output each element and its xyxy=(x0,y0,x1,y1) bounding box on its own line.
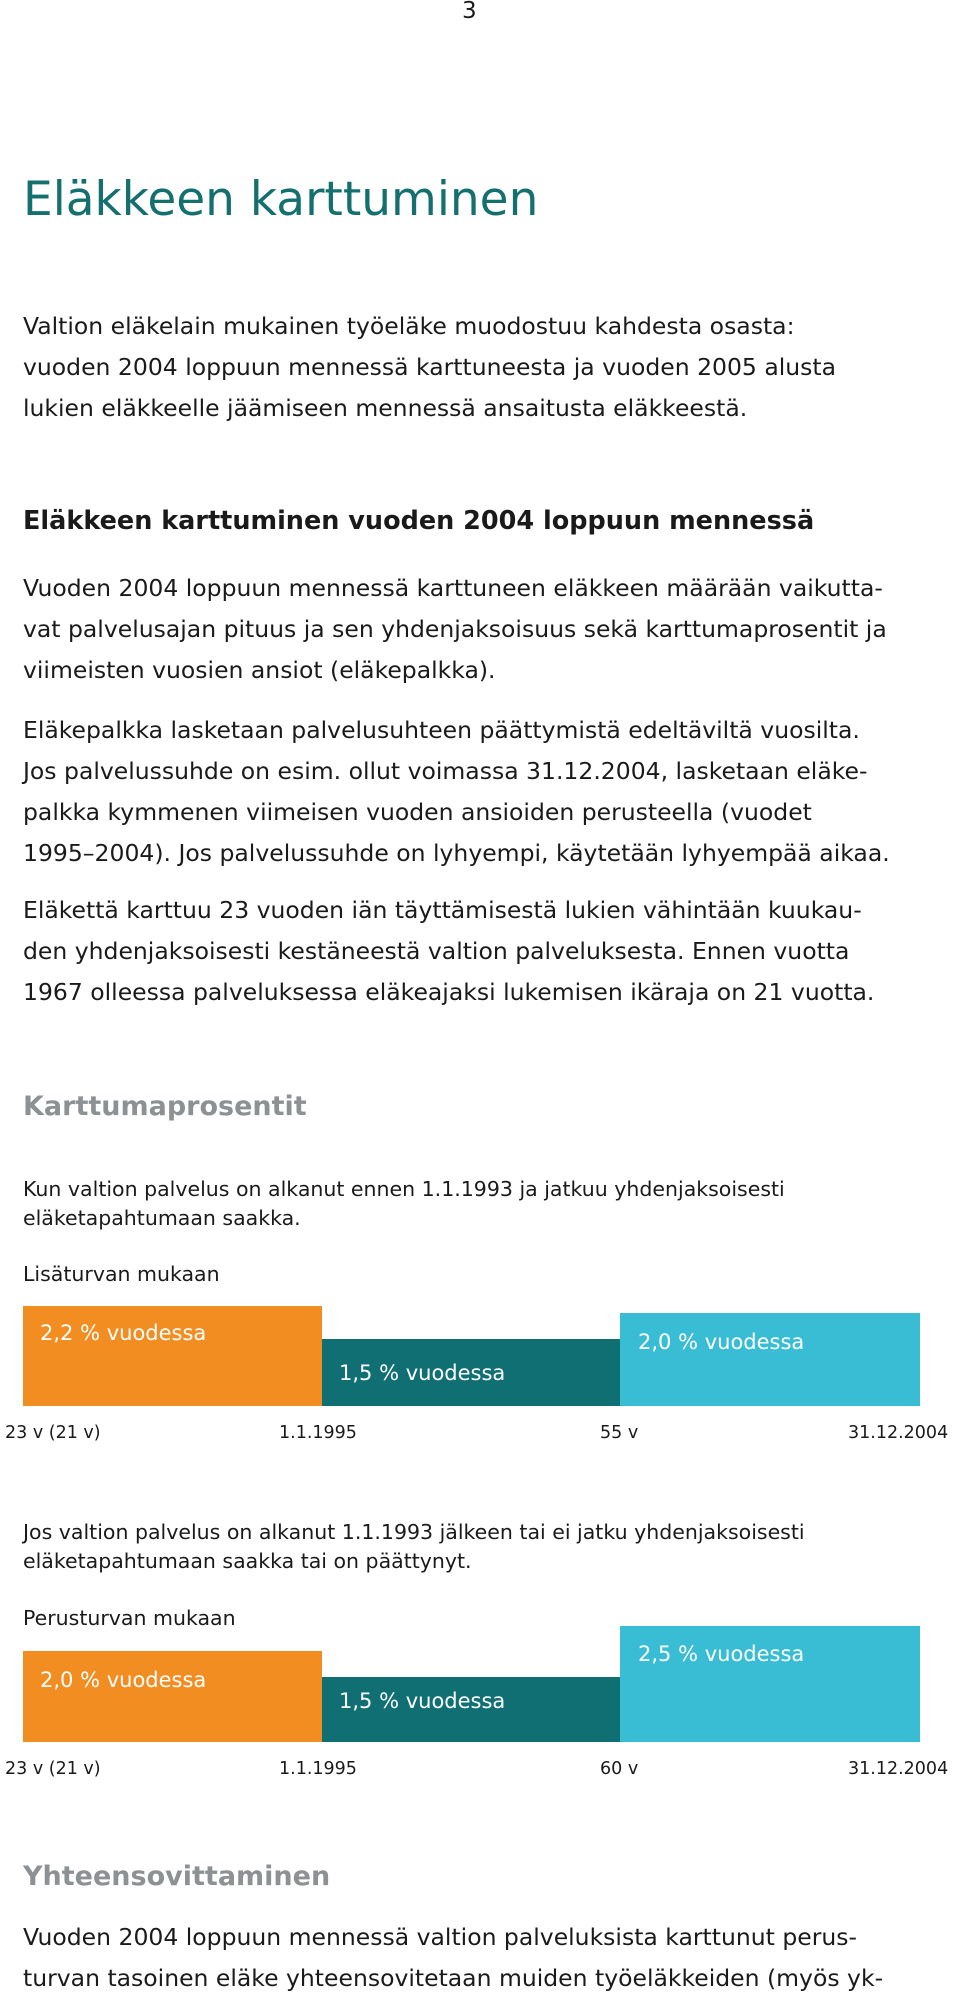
diagram1-tick: 55 v xyxy=(600,1423,639,1443)
section-heading-accrual-rates: Karttumaprosentit xyxy=(23,1091,307,1122)
segment-label: 2,0 % vuodessa xyxy=(40,1668,207,1692)
diagram1-segment-dark-teal xyxy=(322,1339,620,1406)
section1-paragraph-1 xyxy=(23,568,928,691)
paragraph-line: 1967 olleessa palveluksessa eläkeajaksi lukemisen ikäraja on 21 vuotta. xyxy=(23,978,875,1006)
paragraph-line: viimeisten vuosien ansiot (eläkepalkka). xyxy=(23,656,496,684)
diagram1-label: Lisäturvan mukaan xyxy=(23,1262,220,1286)
section-heading-coordination: Yhteensovittaminen xyxy=(23,1861,331,1892)
paragraph-line: Vuoden 2004 loppuun mennessä karttuneen eläkkeen määrään vaikutta- xyxy=(23,574,883,602)
paragraph-line: palkka kymmenen viimeisen vuoden ansioiden perusteella (vuodet xyxy=(23,798,812,826)
page-title: Eläkkeen karttuminen xyxy=(23,172,539,227)
paragraph-line: 1995–2004). Jos palvelussuhde on lyhyempi, käytetään lyhyempää aikaa. xyxy=(23,839,890,867)
condition-line: eläketapahtumaan saakka tai on päättynyt. xyxy=(23,1549,472,1573)
diagram2-tick: 60 v xyxy=(600,1759,639,1779)
diagram2-segment-light-blue xyxy=(620,1626,920,1742)
diagram1-tick: 1.1.1995 xyxy=(279,1423,357,1443)
segment-label: 2,5 % vuodessa xyxy=(638,1642,805,1666)
diagram2-tick: 23 v (21 v) xyxy=(5,1759,101,1779)
diagram1-tick: 23 v (21 v) xyxy=(5,1423,101,1443)
paragraph-line: vat palvelusajan pituus ja sen yhdenjaksoisuus sekä karttumaprosentit ja xyxy=(23,615,887,643)
paragraph-line: Jos palvelussuhde on esim. ollut voimassa 31.12.2004, lasketaan eläke- xyxy=(23,757,868,785)
paragraph-line: Eläkepalkka lasketaan palvelusuhteen päättymistä edeltäviltä vuosilta. xyxy=(23,716,860,744)
section1-paragraph-2 xyxy=(23,710,928,874)
coordination-paragraph xyxy=(23,1917,928,1999)
diagram2-segment-dark-teal xyxy=(322,1677,620,1742)
segment-label: 1,5 % vuodessa xyxy=(339,1361,506,1385)
intro-line: Valtion eläkelain mukainen työeläke muodostuu kahdesta osasta: xyxy=(23,312,795,340)
diagram1-segment-light-blue xyxy=(620,1313,920,1406)
diagram2-segment-orange xyxy=(23,1651,322,1742)
diagram1-condition xyxy=(23,1175,785,1233)
diagram2-tick: 1.1.1995 xyxy=(279,1759,357,1779)
paragraph-line: turvan tasoinen eläke yhteensovitetaan muiden työeläkkeiden (myös yk- xyxy=(23,1964,884,1992)
segment-label: 1,5 % vuodessa xyxy=(339,1689,506,1713)
intro-line: vuoden 2004 loppuun mennessä karttuneesta ja vuoden 2005 alusta xyxy=(23,353,837,381)
section-heading-accrual-2004: Eläkkeen karttuminen vuoden 2004 loppuun mennessä xyxy=(23,506,815,536)
diagram1-segment-orange xyxy=(23,1306,322,1406)
paragraph-line: den yhdenjaksoisesti kestäneestä valtion palveluksesta. Ennen vuotta xyxy=(23,937,850,965)
diagram2-label: Perusturvan mukaan xyxy=(23,1606,236,1630)
paragraph-line: Eläkettä karttuu 23 vuoden iän täyttämisestä lukien vähintään kuukau- xyxy=(23,896,862,924)
diagram2-condition xyxy=(23,1518,805,1576)
intro-paragraph xyxy=(23,306,928,429)
section1-paragraph-3 xyxy=(23,890,928,1013)
condition-line: Kun valtion palvelus on alkanut ennen 1.1.1993 ja jatkuu yhdenjaksoisesti xyxy=(23,1177,785,1201)
page-number: 3 xyxy=(462,0,477,24)
segment-label: 2,2 % vuodessa xyxy=(40,1321,207,1345)
paragraph-line: Vuoden 2004 loppuun mennessä valtion palveluksista karttunut perus- xyxy=(23,1923,857,1951)
diagram1-tick: 31.12.2004 xyxy=(848,1423,949,1443)
diagram2-tick: 31.12.2004 xyxy=(848,1759,949,1779)
intro-line: lukien eläkkeelle jäämiseen mennessä ansaitusta eläkkeestä. xyxy=(23,394,748,422)
segment-label: 2,0 % vuodessa xyxy=(638,1330,805,1354)
condition-line: Jos valtion palvelus on alkanut 1.1.1993 jälkeen tai ei jatku yhdenjaksoisesti xyxy=(23,1520,805,1544)
condition-line: eläketapahtumaan saakka. xyxy=(23,1206,301,1230)
